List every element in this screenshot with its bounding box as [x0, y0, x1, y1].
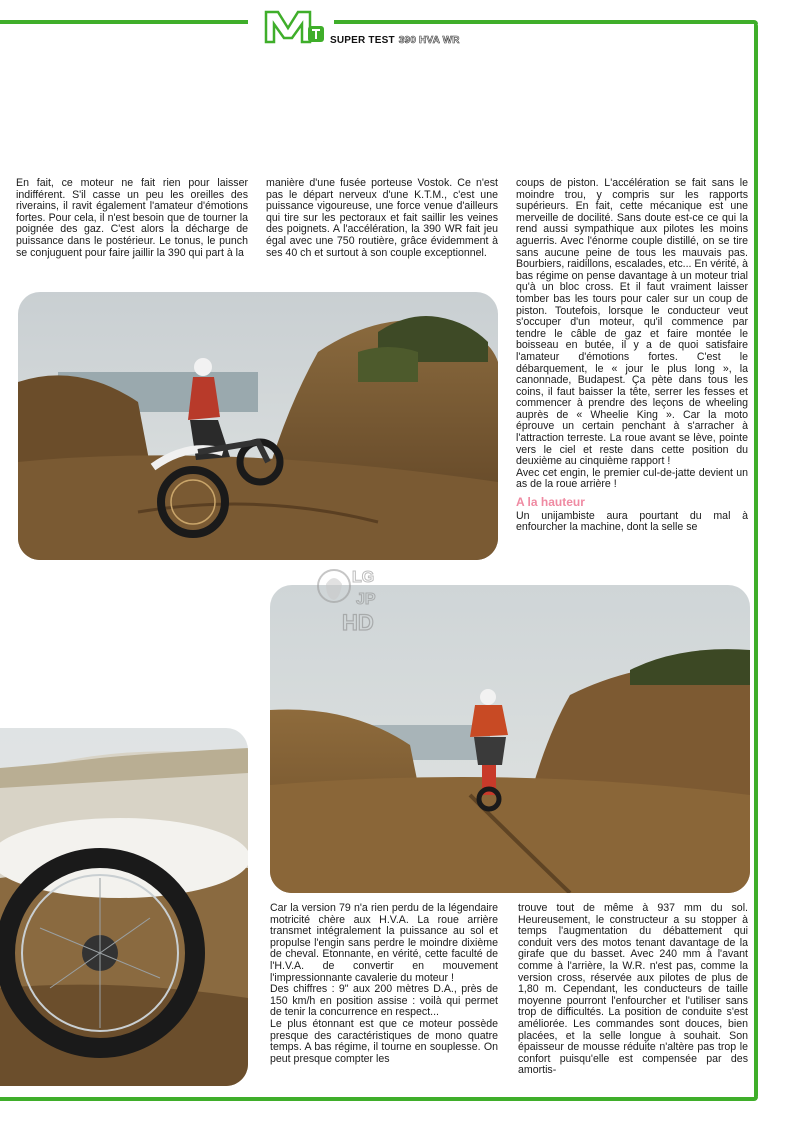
- paragraph: trouve tout de même à 937 mm du sol. Heureusement, le constructeur a su stopper à temps l'augmentation du débattement qui conduit vers des motos tenant davantage de la girafe que du basset. Avec 240 mm à l'avant comme à l'arrière, la W.R. n'est pas, comme la version cross, réservée aux pilotes de plus de 1,80 m. Cependant, les conducteurs de taille moyenne pourront l'enfourcher et l'utiliser sans trop de difficultés. La position de conduite s'est améliorée. Les commandes sont douces, bien placées, et la selle longue à souhait. Son épaisseur de mousse réduite n'altère pas trop le confort puisqu'elle est compensée par des amortis-: [518, 902, 748, 1077]
- subheading: A la hauteur: [516, 495, 585, 510]
- watermark-line1: LG: [352, 569, 375, 586]
- paragraph: En fait, ce moteur ne fait rien pour laisser indifférent. S'il casse un peu les oreilles des riverains, il ravit également l'amateur d'émotions fortes. Pour cela, il n'est besoin que de tourner la poignée des gaz. C'est alors la décharge de puissance dans le postérieur. Le tonus, le punch se conjuguent pour faire jaillir la 390 qui part à la: [16, 177, 248, 259]
- watermark-line2: JP: [356, 591, 376, 608]
- section-header: [330, 35, 460, 46]
- article-column-1: [16, 178, 248, 259]
- photo-wheel-in-sand: [0, 728, 248, 1086]
- series-label: SUPER TEST: [330, 35, 395, 46]
- magazine-logo: [262, 6, 328, 46]
- model-label: 390 HVA WR: [398, 35, 460, 46]
- frame-right-rule: [754, 22, 758, 1100]
- paragraph: Avec cet engin, le premier cul-de-jatte devient un as de la roue arrière !: [516, 466, 748, 491]
- article-column-3: [516, 178, 748, 534]
- watermark-logo: [312, 558, 392, 638]
- frame-top-left-rule: [0, 20, 248, 24]
- paragraph: Un unijambiste aura pourtant du mal à enfourcher la machine, dont la selle se: [516, 509, 748, 534]
- watermark-line3: HD: [342, 610, 374, 635]
- photo-rider-on-dune: [18, 292, 498, 560]
- paragraph: Car la version 79 n'a rien perdu de la légendaire motricité chère aux H.V.A. La roue arrière transmet intégralement la puissance au sol et propulse l'engin sans perdre le moindre dixième de cheval. Etonnante, en vérité, cette faculté de l'H.V.A. de convertir en mouvement l'impressionnante cavalerie du moteur !: [270, 902, 498, 984]
- article-column-4: [270, 903, 498, 1065]
- paragraph: Des chiffres : 9" aux 200 mètres D.A., près de 150 km/h en position assise : voilà qui permet de tenir la concurrence en respect...: [270, 983, 498, 1019]
- frame-bottom-rule: [0, 1097, 758, 1101]
- frame-top-right-rule: [334, 20, 758, 24]
- article-column-2: [266, 178, 498, 259]
- paragraph: coups de piston. L'accélération se fait sans le moindre trou, y compris sur les rapports supérieurs. En fait, cette mécanique est une merveille de docilité. Sans doute est-ce ce qui la rend aussi sympathique aux pilotes les moins aguerris. Avec l'énorme couple distillé, on se tire sans aucune peine de tous les mauvais pas. Bourbiers, raidillons, escalades, etc... En vérité, à bas régime on pense davantage à un moteur trial qu'à un bloc cross. Et il faut vraiment laisser tomber bas les tours pour caler sur un coup de piston. Toutefois, lorsque le conducteur veut s'occuper d'un moteur, qu'il commence par tendre le câble de gaz et faire montée le boisseau en butée, il y a de quoi satisfaire l'amateur d'émotions fortes. C'est le débarquement, le « jour le plus long », la canonnade, Budapest. Ça pète dans tous les coins, il faut baisser la tête, serrer les fesses et commencer à prendre des leçons de wheeling auprès de « Wheelie King ». Car la moto éprouve un certain penchant à s'arracher à l'attraction terreste. La roue avant se lève, pointe vers le ciel et reste dans cette position du deuxième au cinquième rapport !: [516, 177, 748, 468]
- paragraph: Le plus étonnant est que ce moteur possède presque des caractéristiques de mono quatre temps. A bas régime, il tourne en souplesse. On peut presque compter les: [270, 1017, 498, 1065]
- article-column-5: [518, 903, 748, 1077]
- paragraph: manière d'une fusée porteuse Vostok. Ce n'est pas le départ nerveux d'une K.T.M., c'est une puissance vigoureuse, une force venue d'ailleurs qui tire sur les pectoraux et fait saillir les veines des poignets. A l'accélération, la 390 WR fait jeu égal avec une 750 routière, grâce évidemment à ses 40 ch et surtout à son couple exceptionnel.: [266, 177, 498, 259]
